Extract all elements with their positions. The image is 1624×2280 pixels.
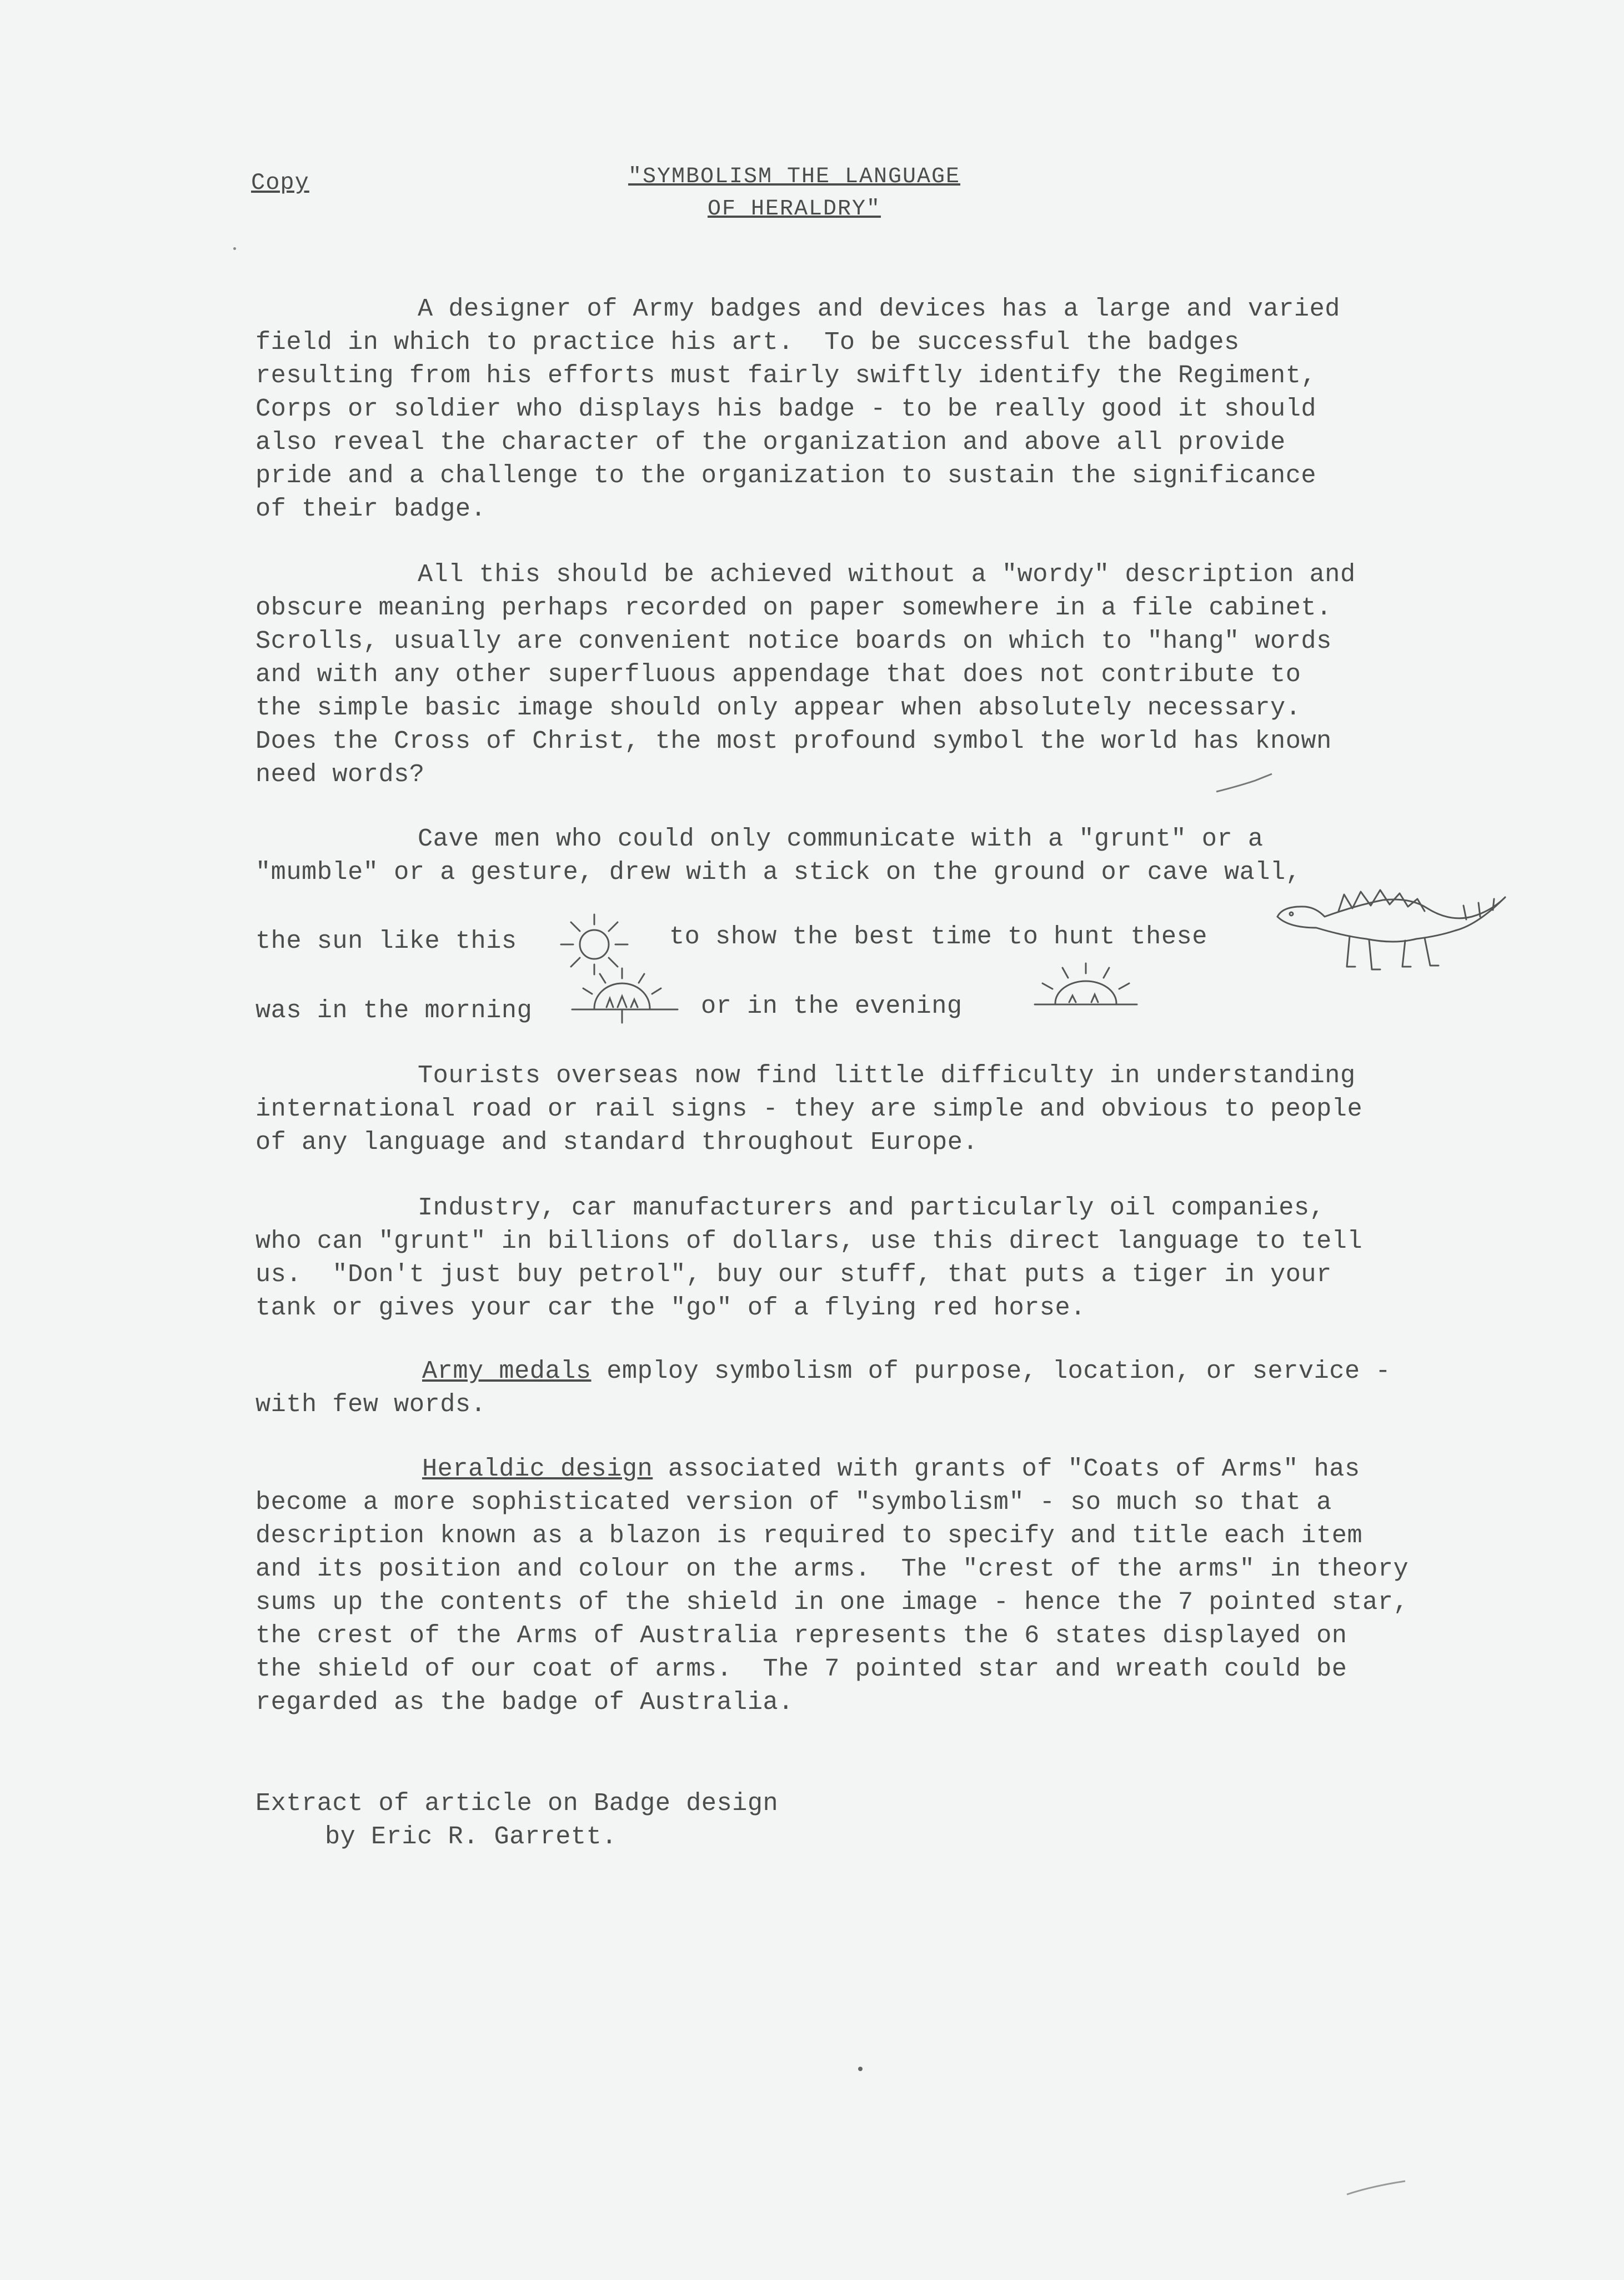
text-line: also reveal the character of the organization and above all provide: [255, 428, 1286, 457]
text-line: sums up the contents of the shield in one image - hence the 7 pointed star,: [255, 1588, 1409, 1617]
text-line: was in the morning: [255, 996, 533, 1025]
text-line: regarded as the badge of Australia.: [255, 1688, 794, 1717]
text-line: the simple basic image should only appear when absolutely necessary.: [255, 693, 1301, 722]
sunrise-sketch-icon: [567, 964, 683, 1031]
text-line: of any language and standard throughout Europe.: [255, 1128, 979, 1157]
text-line: [422, 1357, 1391, 1386]
text-run: associated with grants of "Coats of Arms" has: [653, 1454, 1360, 1483]
text-line: us. "Don't just buy petrol", buy our stuff, that puts a tiger in your: [255, 1260, 1332, 1289]
title-line-1: "SYMBOLISM THE LANGUAGE: [628, 164, 961, 189]
text-line: Cave men who could only communicate with a "grunt" or a: [418, 824, 1264, 853]
pencil-mark: [1211, 769, 1277, 797]
text-line: Corps or soldier who displays his badge - to be really good it should: [255, 394, 1317, 423]
text-line: need words?: [255, 760, 425, 789]
text-line: or in the evening: [701, 992, 963, 1021]
text-line: by Eric R. Garrett.: [325, 1822, 617, 1851]
text-line: become a more sophisticated version of "symbolism" - so much so that a: [255, 1488, 1332, 1517]
text-line: Industry, car manufacturers and particularly oil companies,: [418, 1193, 1325, 1222]
text-line: who can "grunt" in billions of dollars, use this direct language to tell: [255, 1227, 1363, 1256]
underlined-term: Army medals: [422, 1357, 592, 1386]
text-line: Does the Cross of Christ, the most profound symbol the world has known: [255, 727, 1332, 756]
text-line: international road or rail signs - they are simple and obvious to people: [255, 1094, 1363, 1123]
pencil-mark: [1344, 2178, 1411, 2200]
text-line: the shield of our coat of arms. The 7 pointed star and wreath could be: [255, 1654, 1347, 1683]
copy-label: Copy: [251, 169, 309, 196]
text-line: Extract of article on Badge design: [255, 1789, 779, 1818]
ink-speck: [858, 2067, 863, 2071]
text-line: to show the best time to hunt these: [669, 922, 1207, 951]
dinosaur-sketch-icon: [1272, 883, 1511, 978]
underlined-term: Heraldic design: [422, 1454, 653, 1483]
text-line: the sun like this: [255, 927, 517, 956]
text-line: [422, 1454, 1360, 1483]
sunset-sketch-icon: [1030, 960, 1141, 1021]
text-line: the crest of the Arms of Australia represents the 6 states displayed on: [255, 1621, 1347, 1650]
text-line: Tourists overseas now find little difficulty in understanding: [418, 1061, 1356, 1090]
text-line: pride and a challenge to the organization to sustain the significance: [255, 461, 1317, 490]
text-line: of their badge.: [255, 494, 487, 523]
text-line: tank or gives your car the "go" of a flying red horse.: [255, 1293, 1086, 1322]
text-line: description known as a blazon is required to specify and title each item: [255, 1521, 1363, 1550]
text-line: Scrolls, usually are convenient notice boards on which to "hang" words: [255, 627, 1332, 656]
text-line: field in which to practice his art. To be successful the badges: [255, 328, 1240, 357]
text-line: All this should be achieved without a "wordy" description and: [418, 560, 1356, 589]
text-line: resulting from his efforts must fairly swiftly identify the Regiment,: [255, 361, 1317, 390]
ink-speck: [233, 247, 236, 250]
document-title: [555, 161, 1033, 226]
text-run: employ symbolism of purpose, location, or service -: [591, 1357, 1391, 1386]
text-line: A designer of Army badges and devices has a large and varied: [418, 294, 1340, 323]
title-line-2: OF HERALDRY": [707, 197, 881, 222]
text-line: obscure meaning perhaps recorded on paper somewhere in a file cabinet.: [255, 593, 1332, 622]
text-line: with few words.: [255, 1390, 487, 1419]
text-line: and its position and colour on the arms. The "crest of the arms" in theory: [255, 1554, 1409, 1583]
text-line: and with any other superfluous appendage that does not contribute to: [255, 660, 1301, 689]
text-line: "mumble" or a gesture, drew with a stick on the ground or cave wall,: [255, 858, 1301, 887]
